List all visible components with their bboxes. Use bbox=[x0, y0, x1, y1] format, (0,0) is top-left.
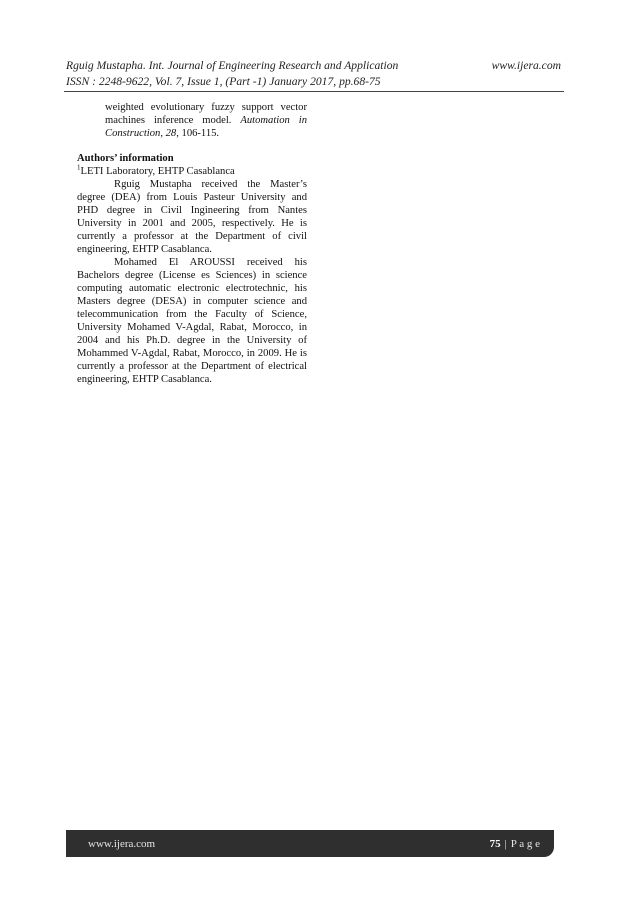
running-header bbox=[66, 58, 561, 90]
page-separator: | bbox=[504, 837, 507, 850]
spacer bbox=[77, 140, 307, 152]
reference-continuation bbox=[77, 101, 307, 140]
reference-separator: , bbox=[160, 128, 166, 139]
page-number: 75 bbox=[489, 837, 501, 850]
reference-volume: 28 bbox=[165, 128, 177, 139]
author-bio-1: Rguig Mustapha received the Master’s degree (DEA) from Louis Pasteur University and PHD degree in Civil Ingineering from Nantes University in 2001 and 2005, respectively. He is currently a professor at the Department of civil engineering, EHTP Casablanca. bbox=[77, 179, 307, 255]
reference-pages: , 106-115. bbox=[176, 128, 220, 139]
affiliation-superscript: 1 bbox=[77, 163, 81, 172]
authors-heading: Authors’ information bbox=[77, 153, 174, 164]
author-bio-2: Mohamed El AROUSSI received his Bachelors degree (License es Sciences) in science computing automatic electronic electrotechnic, his Masters degree (DESA) in computer science and telecommunication from the Faculty of Science, University Mohamed V-Agdal, Rabat, Morocco, in 2004 and his Ph.D. degree in the University of Mohammed V-Agdal, Rabat, Morocco, in 2009. He is currently a professor at the Department of electrical engineering, EHTP Casablanca. bbox=[77, 257, 307, 385]
page-footer bbox=[66, 830, 554, 857]
page-label: P a g e bbox=[510, 837, 540, 850]
page-number-block bbox=[490, 838, 540, 850]
header-divider bbox=[64, 91, 564, 92]
reference-journal: Automation in Construction bbox=[105, 115, 307, 139]
reference-text: weighted evolutionary fuzzy support vector machines inference model. bbox=[105, 102, 307, 126]
issue-line: ISSN : 2248-9622, Vol. 7, Issue 1, (Part -1) January 2017, pp.68-75 bbox=[66, 75, 381, 88]
header-website: www.ijera.com bbox=[491, 59, 561, 72]
left-column bbox=[77, 101, 307, 386]
footer-website: www.ijera.com bbox=[88, 837, 156, 850]
affiliation-text: LETI Laboratory, EHTP Casablanca bbox=[80, 166, 235, 177]
affiliation bbox=[77, 165, 307, 178]
journal-citation-line: Rguig Mustapha. Int. Journal of Engineering Research and Application bbox=[66, 59, 399, 72]
